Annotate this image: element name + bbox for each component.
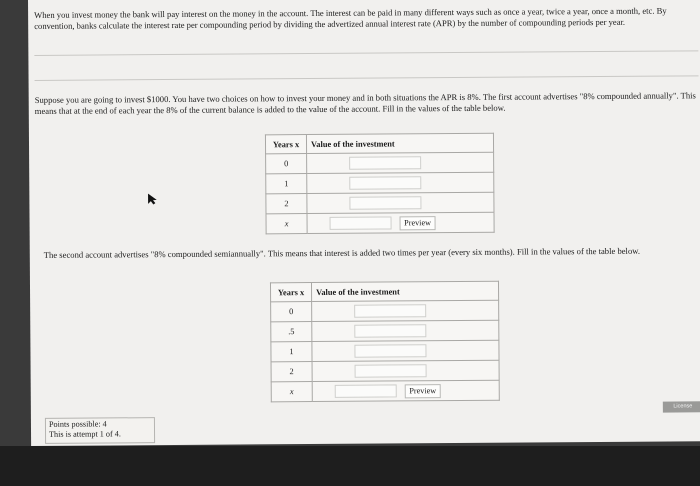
table-row xyxy=(266,212,494,234)
preview-button[interactable]: Preview xyxy=(405,384,441,398)
problem2-paragraph: The second account advertises "8% compounded semiannually". This means that interest is added two times per year (every six months). Fill in the values of the table below. xyxy=(43,245,641,260)
value-cell xyxy=(312,340,499,361)
investment-table-annual xyxy=(265,133,495,235)
value-cell xyxy=(307,152,494,173)
year-cell-x: x xyxy=(266,214,307,234)
value-input[interactable] xyxy=(349,156,421,170)
attempt-count: This is attempt 1 of 4. xyxy=(49,429,121,439)
value-cell xyxy=(312,380,499,401)
divider xyxy=(35,75,699,81)
preview-button[interactable]: Preview xyxy=(400,216,436,230)
formula-input[interactable] xyxy=(330,216,392,229)
value-input[interactable] xyxy=(354,304,426,318)
table-row xyxy=(271,300,499,322)
value-cell xyxy=(312,300,499,321)
points-info-box xyxy=(45,417,155,444)
table-row xyxy=(266,192,494,214)
value-input[interactable] xyxy=(354,324,426,338)
table-row xyxy=(271,320,499,342)
table-row xyxy=(271,380,499,402)
value-input[interactable] xyxy=(355,364,427,378)
problem1-paragraph: Suppose you are going to invest $1000. You have two choices on how to invest your money and in both situations the APR is 8%. The first account advertises "8% compounded annually". This means that at the end of each year the 8% of the current balance is added to the value of the account. Fill in the values of the table below. xyxy=(34,90,696,116)
year-cell: 2 xyxy=(266,194,307,214)
table-row xyxy=(271,340,499,362)
value-input[interactable] xyxy=(349,176,421,190)
question-page xyxy=(28,0,700,446)
table-row xyxy=(266,152,494,174)
mouse-cursor-icon xyxy=(147,193,157,205)
year-cell: .5 xyxy=(271,322,312,342)
intro-paragraph: When you invest money the bank will pay interest on the money in the account. The interest can be paid in many different ways such as once a year, twice a year, once a month, etc. By convention, banks calculate the interest rate per compounding period by dividing the advertized annual interest rate (APR) by the number of compounding periods per year. xyxy=(34,5,667,31)
year-cell: 0 xyxy=(266,154,307,174)
value-cell xyxy=(307,172,494,193)
points-possible: Points possible: 4 xyxy=(48,419,107,429)
value-input[interactable] xyxy=(354,344,426,358)
divider xyxy=(34,50,698,56)
bottom-bar xyxy=(0,446,700,486)
license-button[interactable]: License xyxy=(663,401,700,412)
value-input[interactable] xyxy=(349,196,421,210)
year-cell-x: x xyxy=(271,382,312,402)
year-cell: 0 xyxy=(271,302,312,322)
value-header: Value of the investment xyxy=(306,133,493,153)
value-cell xyxy=(312,360,499,381)
years-header: Years x xyxy=(265,135,306,154)
table-row xyxy=(271,360,499,382)
years-header: Years x xyxy=(270,283,311,302)
year-cell: 1 xyxy=(271,342,312,362)
investment-table-semiannual xyxy=(270,281,500,403)
value-cell xyxy=(307,212,494,233)
value-header: Value of the investment xyxy=(311,281,498,301)
year-cell: 2 xyxy=(271,362,312,382)
value-cell xyxy=(312,320,499,341)
table-row xyxy=(266,172,494,194)
value-cell xyxy=(307,192,494,213)
year-cell: 1 xyxy=(266,174,307,194)
formula-input[interactable] xyxy=(335,384,397,397)
